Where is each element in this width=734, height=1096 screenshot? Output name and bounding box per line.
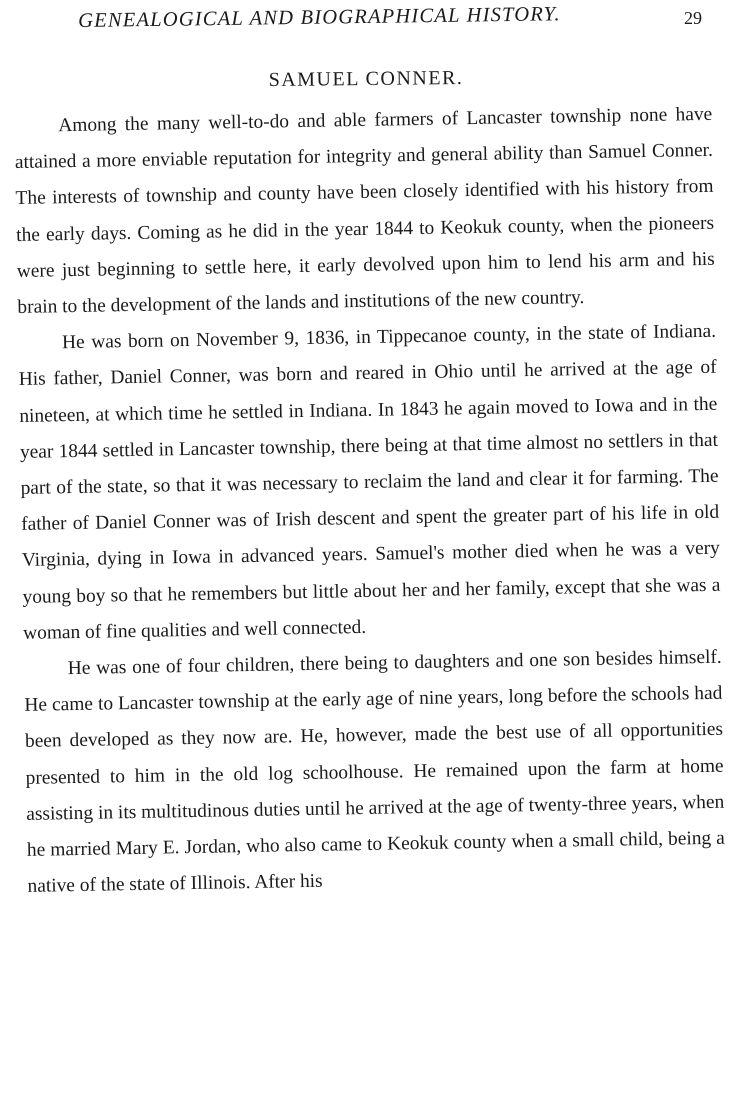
article-title: SAMUEL CONNER. xyxy=(268,66,464,92)
running-title: GENEALOGICAL AND BIOGRAPHICAL HISTORY. xyxy=(78,3,561,32)
article-body xyxy=(14,97,726,906)
paragraph-3: He was one of four children, there being to daughters and one son besides himself. He came to Lancaster township at the early age of nine years, long before the schools had been developed as they now are. He, however, made the best use of all opportunities presented to him in the old log schoolhouse. He remained upon the farm at home assisting in its multitudinous duties until he arrived at the age of twenty-three years, when he married Mary E. Jordan, who also came to Keokuk county when a small child, being a native of the state of Illinois. After his xyxy=(24,646,726,898)
running-header xyxy=(14,3,712,40)
page-number: 29 xyxy=(684,8,702,28)
paragraph-1: Among the many well-to-do and able farmers of Lancaster township none have attained a more enviable reputation for integrity and general ability than Samuel Conner. The interests of township and county have been closely identified with his history from the early days. Coming as he did in the year 1844 to Keokuk county, when the pioneers were just beginning to settle here, it early devolved upon him to lend his arm and his brain to the development of the lands and institutions of the new country. xyxy=(14,103,715,318)
paragraph-2: He was born on November 9, 1836, in Tippecanoe county, in the state of Indiana. His father, Daniel Conner, was born and reared in Ohio until he arrived at the age of nineteen, at which time he settled in Indiana. In 1843 he again moved to Iowa and in the year 1844 settled in Lancaster township, there being at that time almost no settlers in that part of the state, so that it was necessary to reclaim the land and clear it for farming. The father of Daniel Conner was of Irish descent and spent the greater part of his life in old Virginia, dying in Iowa in advanced years. Samuel's mother died when he was a very young boy so that he remembers but little about her and her family, except that she was a woman of fine qualities and well connected. xyxy=(18,321,721,644)
